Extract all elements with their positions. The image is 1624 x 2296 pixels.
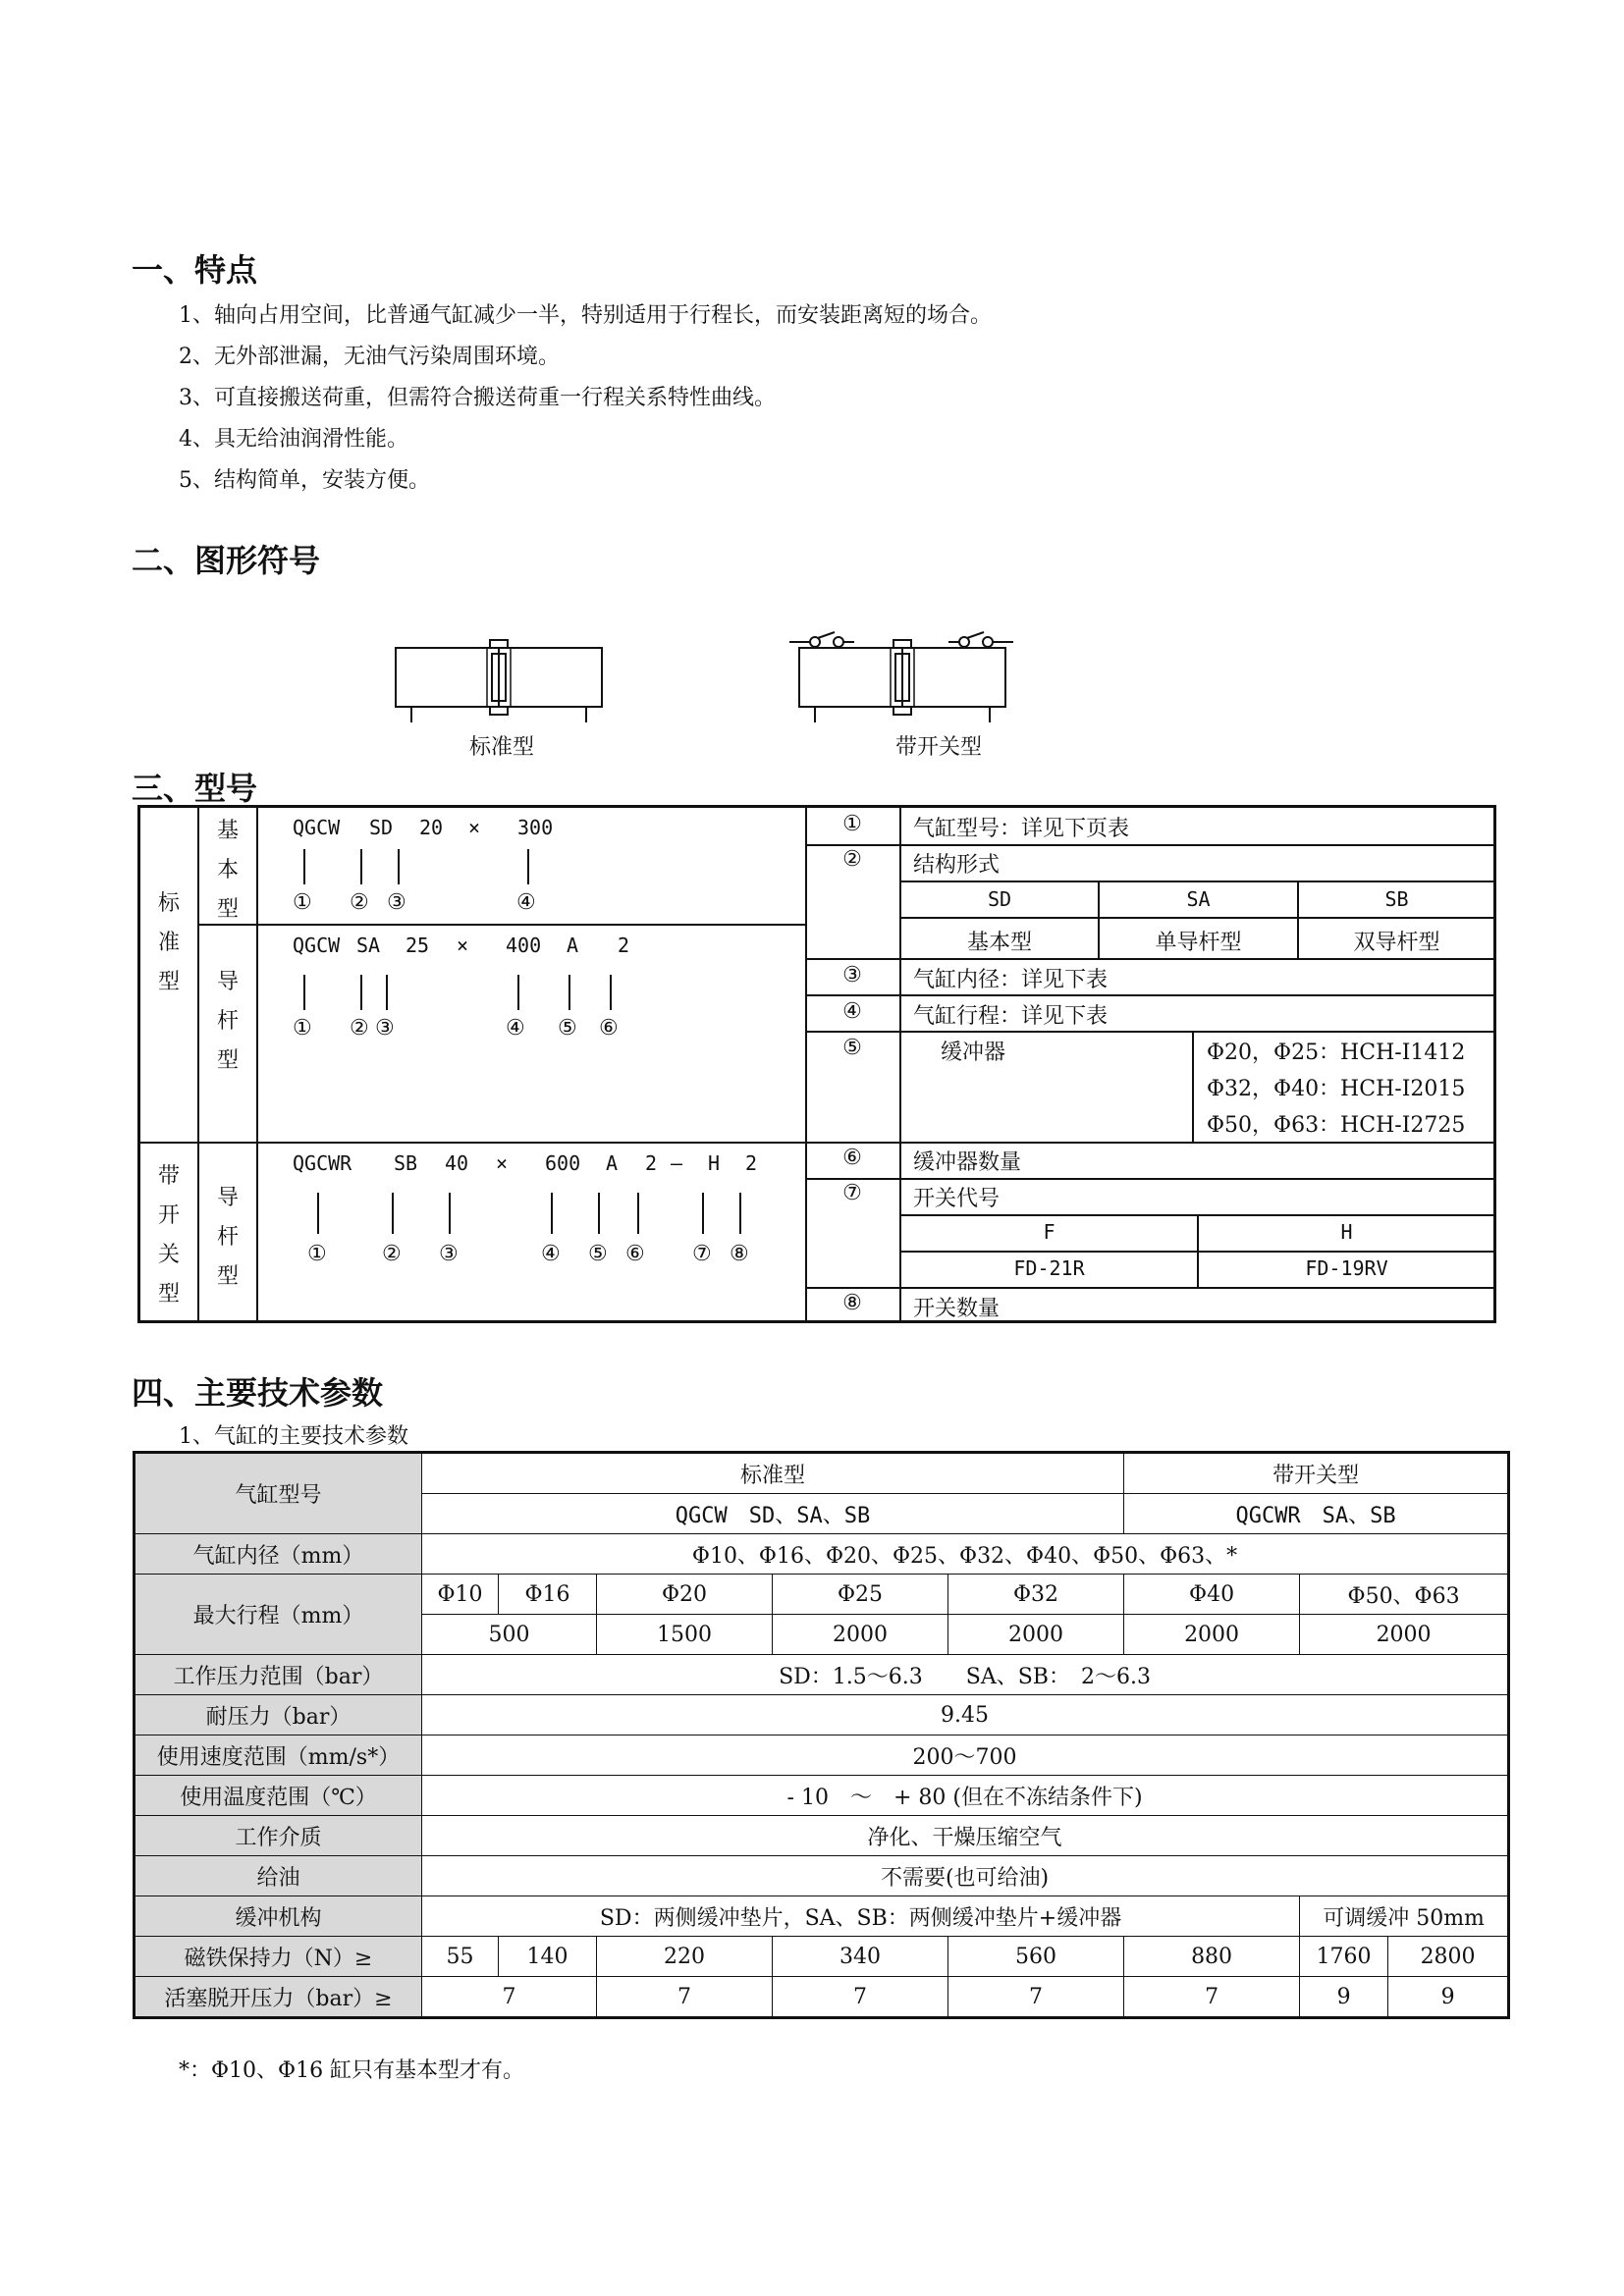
label-switch: 带开关型	[157, 1164, 180, 1307]
m3-code: QGCWR	[293, 1151, 352, 1175]
m3-x: ×	[496, 1151, 509, 1175]
r-n3: ③	[842, 963, 862, 988]
m2-n6: ⑥	[599, 1016, 619, 1041]
stroke-value: 2000	[1300, 1615, 1509, 1655]
r-n6: ⑥	[842, 1146, 862, 1170]
r-n8: ⑧	[842, 1291, 862, 1315]
m1-n2: ②	[350, 890, 369, 915]
m3-dash: —	[671, 1151, 683, 1175]
m1-struct: SD	[369, 816, 394, 839]
r4-text: 气缸行程：详见下表	[913, 1004, 1109, 1029]
m2-stroke: 400	[506, 934, 542, 957]
m2-2: 2	[618, 934, 630, 957]
m3-h: H	[708, 1151, 721, 1175]
temp-value: - 10 ～ + 80 (但在不冻结条件下)	[422, 1776, 1509, 1816]
r7-name-f: FD-21R	[1013, 1256, 1085, 1280]
sw-models: QGCWR SA、SB	[1124, 1494, 1509, 1534]
feature-item-3: 3、可直接搬送荷重，但需符合搬送荷重一行程关系特性曲线。	[179, 386, 776, 410]
cushion-value-adjustable: 可调缓冲 50mm	[1300, 1896, 1509, 1937]
magnet-value: 560	[948, 1937, 1124, 1977]
label-standard: 标准型	[157, 891, 180, 994]
proof-value: 9.45	[422, 1695, 1509, 1735]
m2-a: A	[567, 934, 579, 957]
m1-code: QGCW	[293, 816, 341, 839]
stroke-value: 2000	[948, 1615, 1124, 1655]
params-footnote: *：Φ10、Φ16 缸只有基本型才有。	[179, 2058, 525, 2083]
pressure-value: SD：1.5～6.3 SA、SB： 2～6.3	[422, 1655, 1509, 1695]
stroke-bore: Φ50、Φ63	[1300, 1575, 1509, 1615]
release-value: 7	[948, 1977, 1124, 2018]
bore-label: 气缸内径（mm）	[135, 1534, 422, 1575]
m2-struct: SA	[356, 934, 381, 957]
r-n2: ②	[842, 847, 862, 872]
magnet-value: 340	[773, 1937, 948, 1977]
stroke-bore: Φ40	[1124, 1575, 1300, 1615]
speed-label: 使用速度范围（mm/s*）	[135, 1735, 422, 1776]
m1-n3: ③	[387, 890, 406, 915]
magnet-value: 220	[597, 1937, 773, 1977]
m3-n8: ⑧	[730, 1242, 749, 1266]
section-title-symbols: 二、图形符号	[132, 542, 321, 579]
stroke-label: 最大行程（mm）	[135, 1575, 422, 1655]
r8-text: 开关数量	[913, 1297, 1001, 1321]
r2-code-sa: SA	[1186, 887, 1211, 911]
stroke-value: 500	[422, 1615, 597, 1655]
model-code-table	[137, 805, 1496, 1323]
magnet-value: 140	[499, 1937, 597, 1977]
label-basic: 基本型	[216, 819, 239, 922]
stroke-bore: Φ16	[499, 1575, 597, 1615]
m3-a: A	[606, 1151, 619, 1175]
m3-2: 2	[645, 1151, 658, 1175]
m3-n3: ③	[439, 1242, 459, 1266]
m1-n1: ①	[293, 890, 312, 915]
pressure-label: 工作压力范围（bar）	[135, 1655, 422, 1695]
r-n1: ①	[842, 812, 862, 836]
section-title-params: 四、主要技术参数	[132, 1374, 384, 1412]
standard-type-caption: 标准型	[469, 735, 535, 760]
feature-item-2: 2、无外部泄漏，无油气污染周围环境。	[179, 345, 560, 369]
release-value: 7	[597, 1977, 773, 2018]
section-title-model: 三、型号	[132, 770, 258, 807]
std-models: QGCW SD、SA、SB	[422, 1494, 1124, 1534]
magnet-value: 880	[1124, 1937, 1300, 1977]
r-n7: ⑦	[842, 1181, 862, 1205]
m3-n6: ⑥	[625, 1242, 645, 1266]
temp-label: 使用温度范围（℃）	[135, 1776, 422, 1816]
m3-struct: SB	[394, 1151, 418, 1175]
medium-label: 工作介质	[135, 1816, 422, 1856]
release-value: 7	[422, 1977, 597, 2018]
m2-n5: ⑤	[558, 1016, 577, 1041]
m1-stroke: 300	[517, 816, 554, 839]
oil-label: 给油	[135, 1856, 422, 1896]
stroke-bore: Φ25	[773, 1575, 948, 1615]
r5-text: 缓冲器	[941, 1041, 1006, 1065]
m1-n4: ④	[516, 890, 536, 915]
m2-n3: ③	[375, 1016, 395, 1041]
cushion-value: SD：两侧缓冲垫片，SA、SB：两侧缓冲垫片+缓冲器	[422, 1896, 1300, 1937]
m3-bore: 40	[445, 1151, 469, 1175]
params-subtitle: 1、气缸的主要技术参数	[179, 1424, 408, 1449]
m2-n1: ①	[293, 1016, 312, 1041]
feature-item-5: 5、结构简单，安装方便。	[179, 468, 430, 493]
feature-item-1: 1、轴向占用空间，比普通气缸减少一半，特别适用于行程长，而安装距离短的场合。	[179, 303, 992, 328]
r1-text: 气缸型号：详见下页表	[913, 817, 1130, 841]
r3-text: 气缸内径：详见下表	[913, 968, 1109, 992]
m2-code: QGCW	[293, 934, 341, 957]
m3-n2: ②	[382, 1242, 402, 1266]
label-guide: 导杆型	[216, 970, 239, 1073]
r-n5: ⑤	[842, 1036, 862, 1060]
r-n4: ④	[842, 999, 862, 1024]
r2-code-sb: SB	[1384, 887, 1409, 911]
feature-item-4: 4、具无给油润滑性能。	[179, 427, 408, 452]
params-table	[133, 1451, 1510, 2019]
m3-stroke: 600	[545, 1151, 581, 1175]
m2-n2: ②	[350, 1016, 369, 1041]
switch-type-symbol	[785, 620, 1031, 726]
r7-text: 开关代号	[913, 1187, 1001, 1211]
r6-text: 缓冲器数量	[913, 1150, 1022, 1175]
m3-2b: 2	[745, 1151, 758, 1175]
stroke-value: 2000	[773, 1615, 948, 1655]
magnet-label: 磁铁保持力（N）≥	[135, 1937, 422, 1977]
m3-n5: ⑤	[588, 1242, 608, 1266]
standard-type-symbol	[388, 628, 614, 726]
h-standard: 标准型	[422, 1453, 1124, 1494]
stroke-value: 1500	[597, 1615, 773, 1655]
stroke-bore: Φ20	[597, 1575, 773, 1615]
section-title-features: 一、特点	[132, 251, 258, 289]
r2-code-sd: SD	[987, 887, 1012, 911]
stroke-bore: Φ10	[422, 1575, 499, 1615]
r7-code-h: H	[1340, 1220, 1353, 1244]
speed-value: 200～700	[422, 1735, 1509, 1776]
bore-value: Φ10、Φ16、Φ20、Φ25、Φ32、Φ40、Φ50、Φ63、*	[422, 1534, 1509, 1575]
r2-name-single: 单导杆型	[1155, 931, 1242, 955]
m3-n7: ⑦	[692, 1242, 712, 1266]
r5-val-1: Φ20，Φ25：HCH-I1412	[1207, 1041, 1466, 1065]
release-label: 活塞脱开压力（bar）≥	[135, 1977, 422, 2018]
magnet-value: 1760	[1300, 1937, 1388, 1977]
r7-name-h: FD-19RV	[1305, 1256, 1388, 1280]
release-value: 7	[773, 1977, 948, 2018]
h-model-label: 气缸型号	[135, 1453, 422, 1534]
m1-x: ×	[468, 816, 481, 839]
release-value: 7	[1124, 1977, 1300, 2018]
m1-bore: 20	[419, 816, 444, 839]
m2-x: ×	[457, 934, 469, 957]
m3-n4: ④	[541, 1242, 561, 1266]
r7-code-f: F	[1043, 1220, 1056, 1244]
release-value: 9	[1388, 1977, 1509, 2018]
release-value: 9	[1300, 1977, 1388, 2018]
r5-val-2: Φ32，Φ40：HCH-I2015	[1207, 1077, 1466, 1101]
r2-text: 结构形式	[913, 853, 1001, 878]
r2-name-basic: 基本型	[966, 931, 1032, 955]
stroke-value: 2000	[1124, 1615, 1300, 1655]
medium-value: 净化、干燥压缩空气	[422, 1816, 1509, 1856]
m2-n4: ④	[506, 1016, 525, 1041]
switch-type-caption: 带开关型	[895, 735, 983, 760]
m2-bore: 25	[406, 934, 430, 957]
oil-value: 不需要(也可给油)	[422, 1856, 1509, 1896]
h-switch: 带开关型	[1124, 1453, 1509, 1494]
m3-n1: ①	[307, 1242, 327, 1266]
cushion-label: 缓冲机构	[135, 1896, 422, 1937]
magnet-value: 55	[422, 1937, 499, 1977]
magnet-value: 2800	[1388, 1937, 1509, 1977]
r2-name-double: 双导杆型	[1353, 931, 1440, 955]
label-guide-switch: 导杆型	[216, 1186, 239, 1289]
stroke-bore: Φ32	[948, 1575, 1124, 1615]
r5-val-3: Φ50，Φ63：HCH-I2725	[1207, 1113, 1466, 1138]
proof-label: 耐压力（bar）	[135, 1695, 422, 1735]
